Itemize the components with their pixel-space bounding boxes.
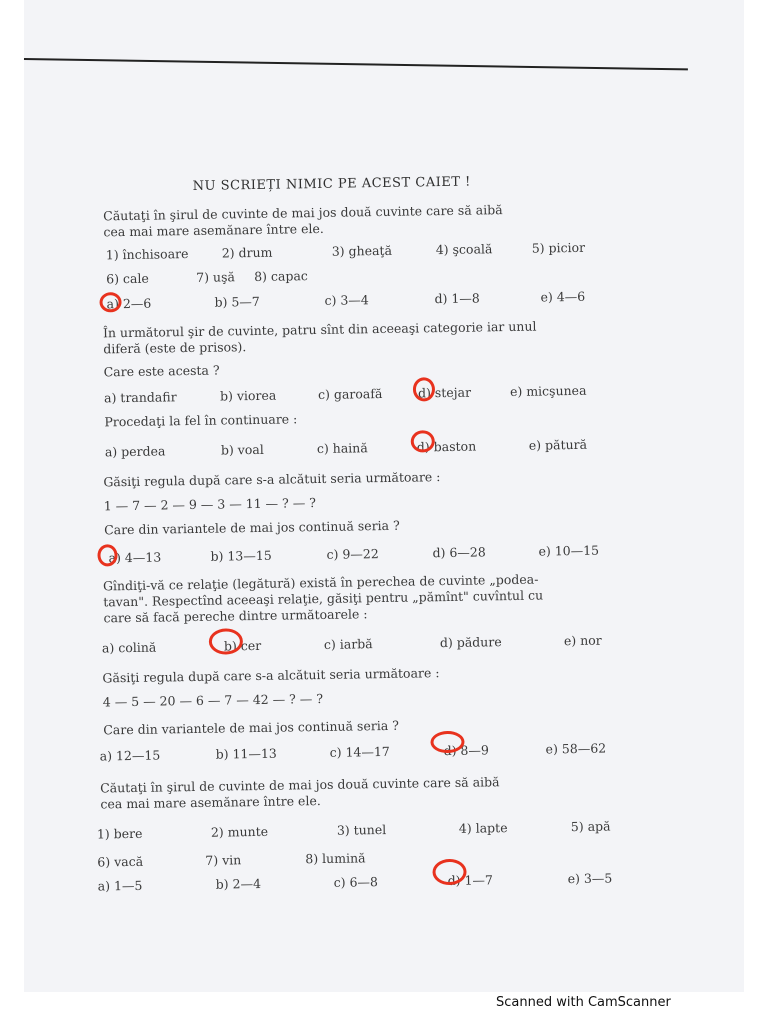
q1-option-c[interactable]: c) 3—4	[324, 292, 369, 308]
q5-option-d[interactable]: d) pădure	[439, 634, 502, 651]
q7-word: 1) bere	[96, 825, 143, 842]
q7-option-d[interactable]: d) 1—7	[447, 872, 494, 889]
scanner-watermark: Scanned with CamScanner	[496, 995, 671, 1010]
q2-option-a[interactable]: a) trandafir	[103, 389, 177, 406]
q3-option-c[interactable]: c) haină	[316, 440, 368, 457]
q3-option-a[interactable]: a) perdea	[104, 443, 166, 460]
q7-word: 5) apă	[570, 818, 611, 835]
q4-option-e[interactable]: e) 10—15	[538, 542, 600, 559]
q6-option-b[interactable]: b) 11—13	[215, 745, 277, 762]
q5-text-line1: Gîndiţi-vă ce relaţie (legătură) există în perechea de cuvinte „podea-	[102, 571, 539, 594]
q3-option-d[interactable]: d) baston	[416, 438, 477, 455]
q2-option-c[interactable]: c) garoafă	[317, 386, 383, 403]
q1-option-d[interactable]: d) 1—8	[434, 290, 480, 307]
q7-text-line1: Căutaţi în şirul de cuvinte de mai jos două cuvinte care să aibă	[100, 774, 500, 796]
q1-word: 8) capac	[254, 268, 308, 285]
q6-option-d[interactable]: d) 8—9	[443, 742, 490, 759]
q1-option-b[interactable]: b) 5—7	[214, 293, 260, 310]
q7-option-b[interactable]: b) 2—4	[215, 875, 262, 892]
q1-word: 5) picior	[531, 239, 586, 256]
page-title: NU SCRIEȚI NIMIC PE ACEST CAIET !	[192, 174, 471, 194]
q1-word: 6) cale	[106, 270, 149, 287]
q2-text-line1: În următorul şir de cuvinte, patru sînt din aceeaşi categorie iar unul	[102, 318, 537, 341]
q5-text-line2: tavan". Respectînd aceeaşi relaţie, găsiţi pentru „pămînt" cuvîntul cu	[103, 587, 544, 610]
q6-text-line1: Găsiţi regula după care s-a alcătuit seria următoare :	[102, 665, 440, 686]
q7-word: 4) lapte	[458, 820, 508, 836]
q5-option-b[interactable]: b) cer	[223, 637, 262, 654]
q4-option-b[interactable]: b) 13—15	[210, 547, 272, 564]
q2-text-line2: diferă (este de prisos).	[103, 339, 247, 357]
q3-option-e[interactable]: e) pătură	[528, 436, 588, 453]
q2-text-line3: Care este acesta ?	[103, 362, 220, 380]
q7-word: 6) vacă	[97, 853, 144, 870]
q4-text-line2: Care din variantele de mai jos continuă seria ?	[104, 517, 400, 538]
q3-option-b[interactable]: b) voal	[220, 441, 264, 458]
q1-word: 4) şcoală	[435, 241, 493, 258]
q2-option-b[interactable]: b) viorea	[219, 387, 277, 404]
q5-text-line3: care să facă pereche dintre următoarele :	[103, 606, 368, 626]
q7-word: 2) munte	[210, 823, 269, 840]
q5-option-e[interactable]: e) nor	[563, 632, 602, 649]
q7-word: 8) lumină	[305, 850, 366, 867]
q7-text-line2: cea mai mare asemănare între ele.	[100, 793, 321, 812]
q4-series: 1 — 7 — 2 — 9 — 3 — 11 — ? — ?	[103, 495, 317, 514]
q6-option-c[interactable]: c) 14—17	[329, 743, 390, 760]
q1-option-a[interactable]: a) 2—6	[106, 295, 152, 312]
q7-option-e[interactable]: e) 3—5	[567, 870, 613, 887]
q4-option-d[interactable]: d) 6—28	[432, 544, 486, 561]
q2-option-d[interactable]: d) stejar	[417, 384, 472, 401]
q2-option-e[interactable]: e) micşunea	[509, 382, 587, 400]
q1-word: 7) uşă	[196, 269, 236, 285]
q5-option-a[interactable]: a) colină	[101, 639, 157, 656]
q4-option-a[interactable]: a) 4—13	[108, 549, 162, 566]
q1-option-e[interactable]: e) 4—6	[540, 288, 586, 305]
q7-option-c[interactable]: c) 6—8	[333, 874, 379, 890]
q7-option-a[interactable]: a) 1—5	[97, 877, 143, 894]
q4-option-c[interactable]: c) 9—22	[326, 546, 379, 562]
q6-text-line2: Care din variantele de mai jos continuă seria ?	[103, 717, 400, 738]
q7-word: 7) vin	[205, 852, 242, 868]
q1-text-line1: Căutaţi în şirul de cuvinte de mai jos două cuvinte care să aibă	[103, 202, 503, 224]
q5-option-c[interactable]: c) iarbă	[323, 636, 373, 652]
q1-word: 2) drum	[221, 244, 273, 261]
q6-option-e[interactable]: e) 58—62	[545, 740, 607, 757]
q4-text-line1: Găsiţi regula după care s-a alcătuit seria următoare :	[103, 469, 441, 490]
q6-option-a[interactable]: a) 12—15	[99, 747, 161, 764]
q6-series: 4 — 5 — 20 — 6 — 7 — 42 — ? — ?	[102, 690, 324, 710]
q7-word: 3) tunel	[336, 822, 387, 838]
q1-word: 3) gheaţă	[331, 242, 393, 259]
q1-word: 1) închisoare	[105, 246, 189, 263]
q3-text-line1: Procedaţi la fel în continuare :	[104, 411, 298, 430]
q1-text-line2: cea mai mare asemănare între ele.	[103, 220, 324, 240]
